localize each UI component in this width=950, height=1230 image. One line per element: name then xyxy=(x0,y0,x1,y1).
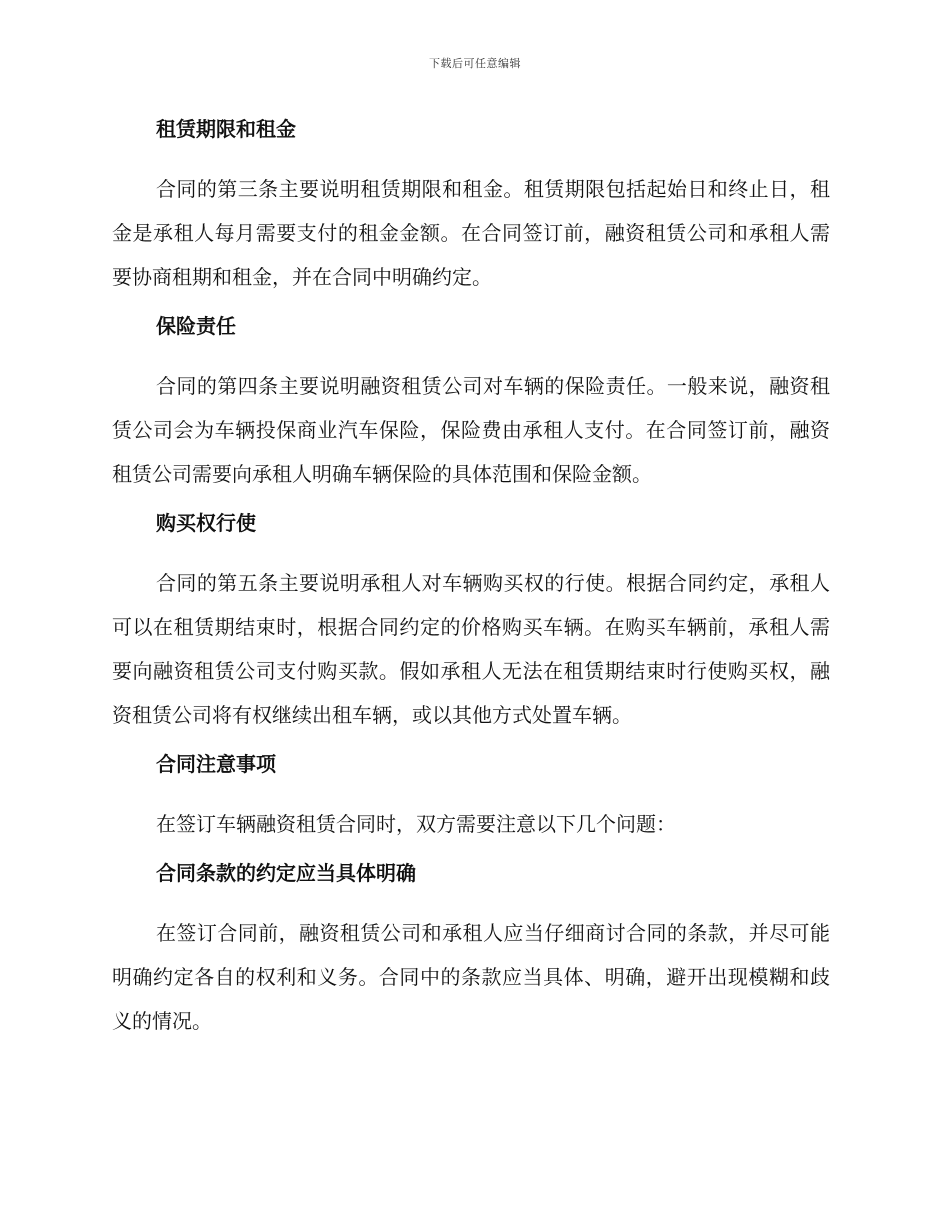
section-heading-clause-clarity: 合同条款的约定应当具体明确 xyxy=(156,861,416,885)
section-paragraph-insurance: 合同的第四条主要说明融资租赁公司对车辆的保险责任。一般来说，融资租赁公司会为车辆投保商业汽车保险，保险费由承租人支付。在合同签订前，融资租赁公司需要向承租人明确车辆保险的具体范围和保险金额。 xyxy=(112,374,830,486)
section-paragraph-notes: 在签订车辆融资租赁合同时，双方需要注意以下几个问题： xyxy=(156,812,676,836)
header-note: 下载后可任意编辑 xyxy=(429,57,521,70)
section-heading-insurance: 保险责任 xyxy=(156,314,236,338)
section-heading-purchase-right: 购买权行使 xyxy=(156,511,256,535)
section-paragraph-purchase-right: 合同的第五条主要说明承租人对车辆购买权的行使。根据合同约定，承租人可以在租赁期结束时，根据合同约定的价格购买车辆。在购买车辆前，承租人需要向融资租赁公司支付购买款。假如承租人无法在租赁期结束时行使购买权，融资租赁公司将有权继续出租车辆，或以其他方式处置车辆。 xyxy=(112,571,830,727)
section-paragraph-lease-term: 合同的第三条主要说明租赁期限和租金。租赁期限包括起始日和终止日，租金是承租人每月需要支付的租金金额。在合同签订前，融资租赁公司和承租人需要协商租期和租金，并在合同中明确约定。 xyxy=(112,177,830,289)
section-paragraph-clause-clarity: 在签订合同前，融资租赁公司和承租人应当仔细商讨合同的条款，并尽可能明确约定各自的权利和义务。合同中的条款应当具体、明确，避开出现模糊和歧义的情况。 xyxy=(112,921,830,1033)
section-heading-notes: 合同注意事项 xyxy=(156,752,276,776)
document-body xyxy=(112,113,830,1054)
section-heading-lease-term: 租赁期限和租金 xyxy=(156,117,296,141)
